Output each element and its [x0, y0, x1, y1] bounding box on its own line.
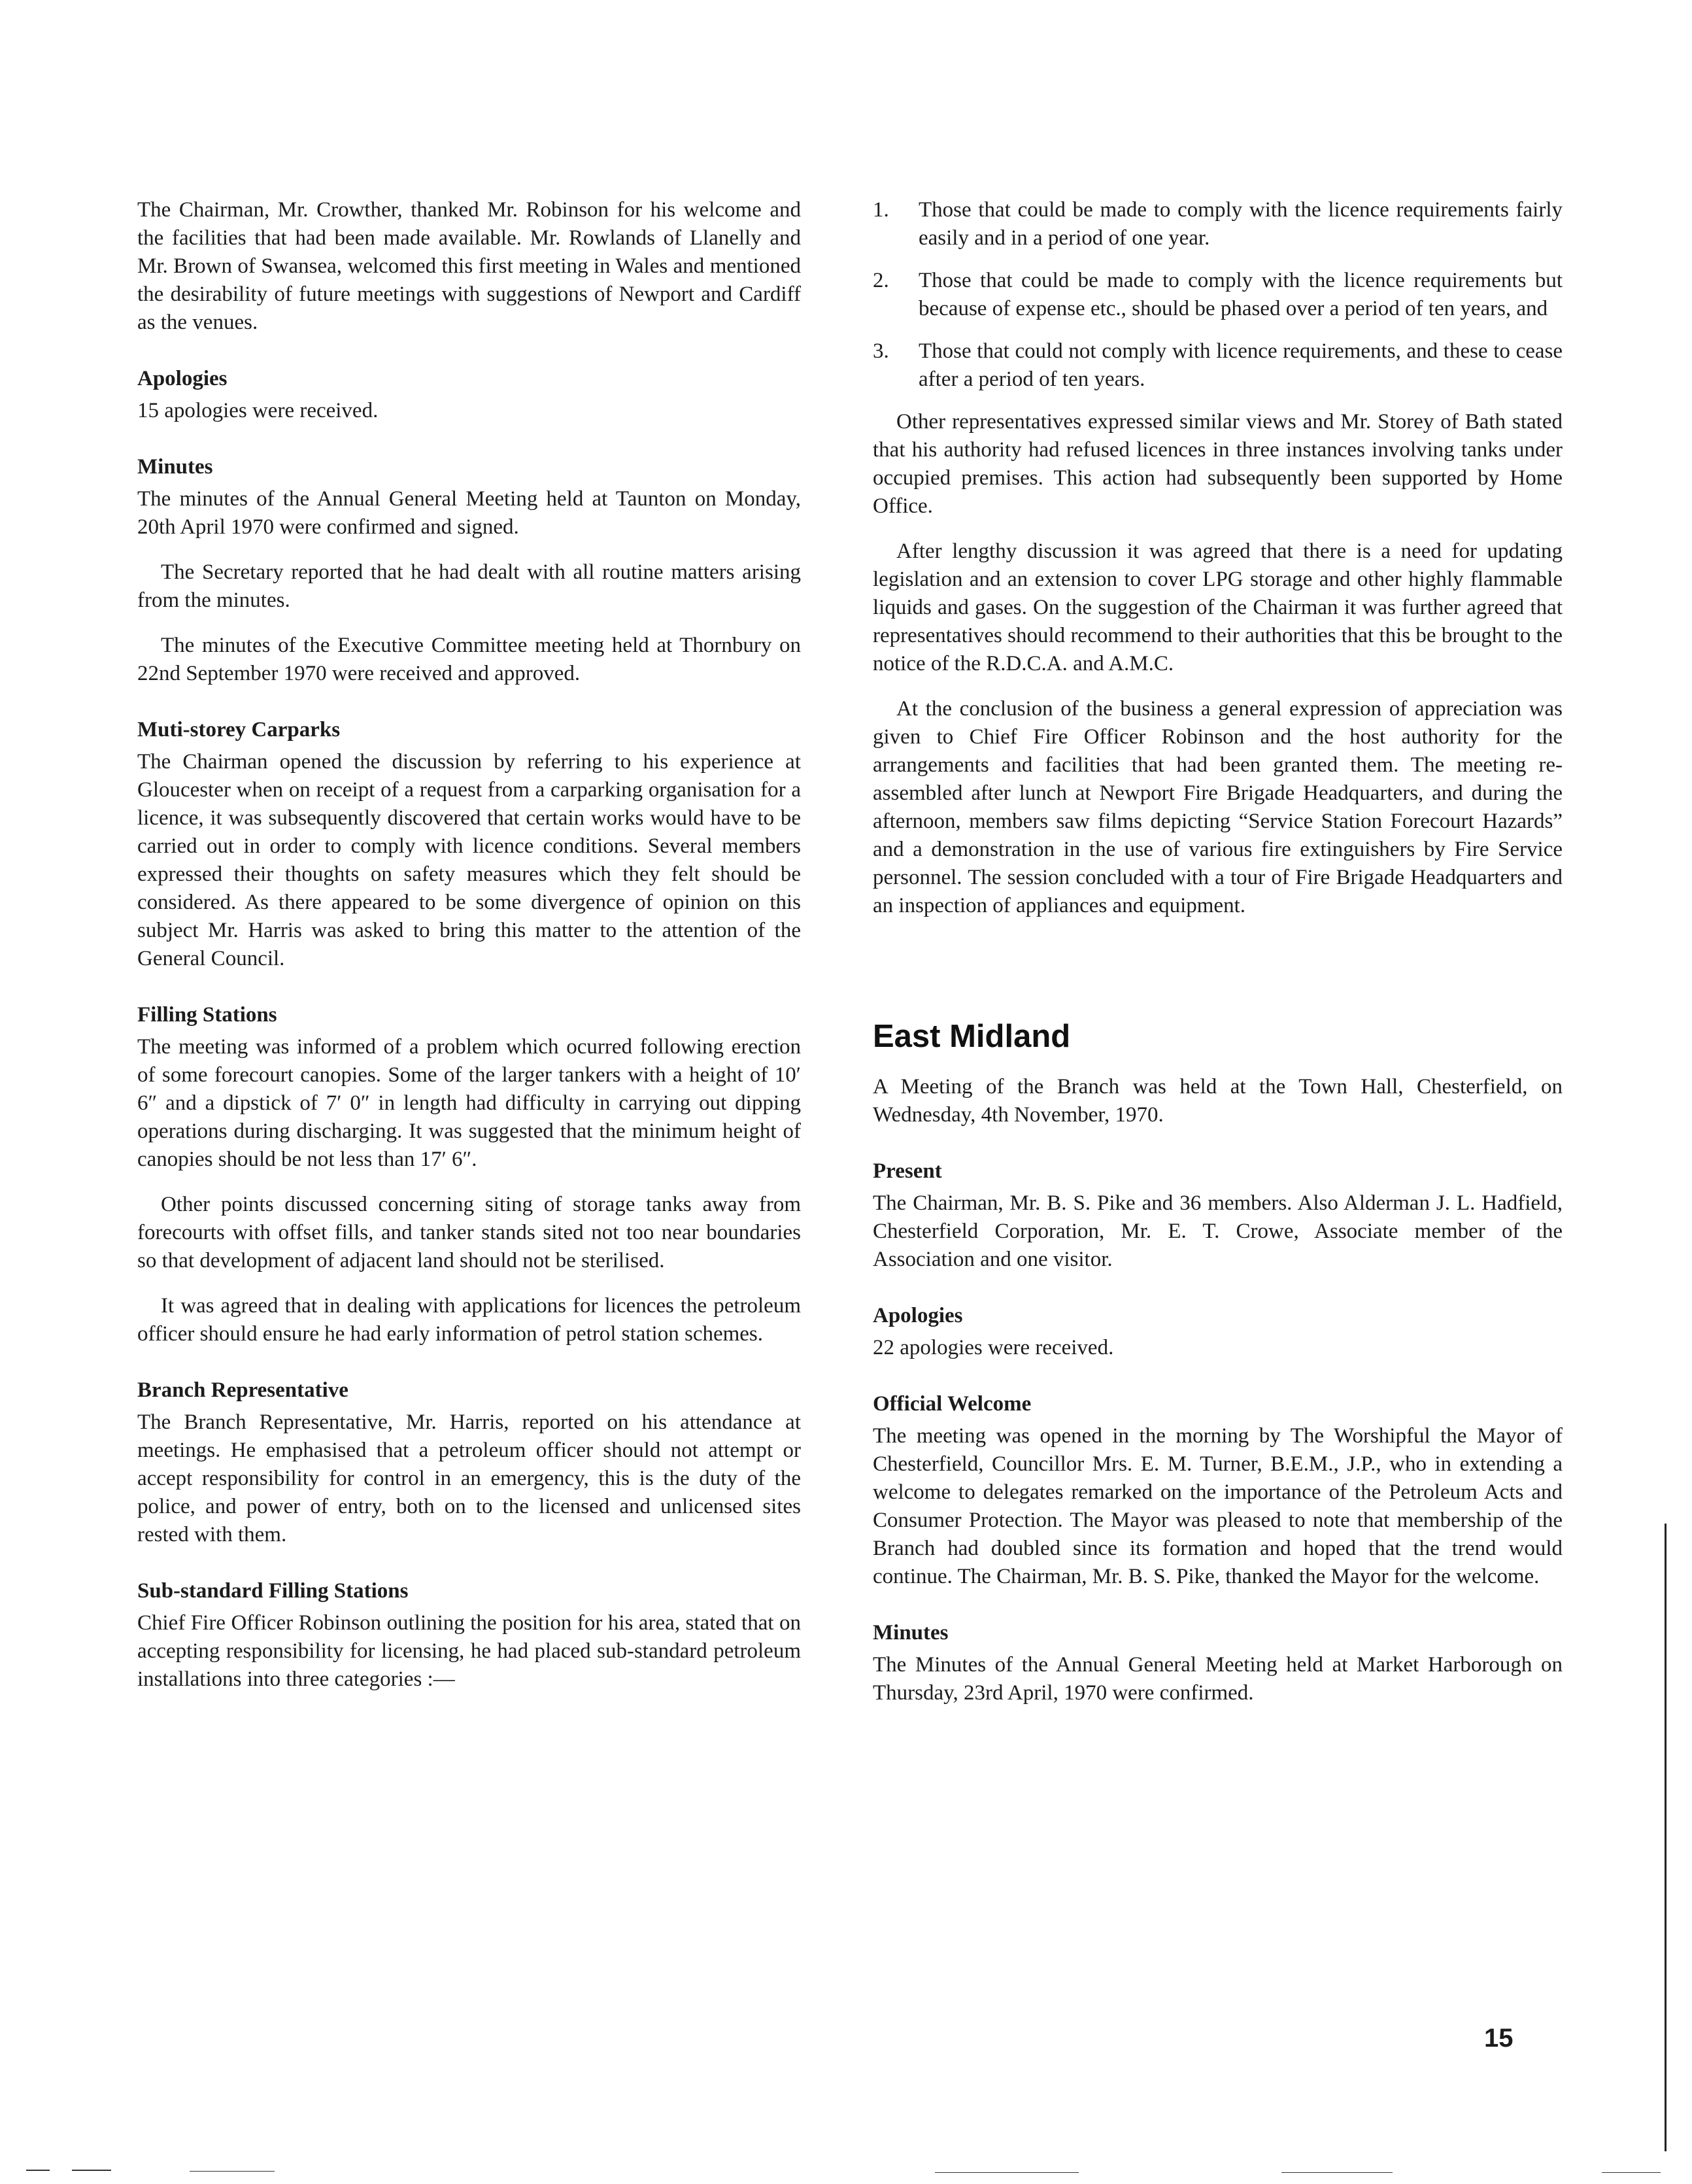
east-midland-heading: East Midland — [873, 1019, 1071, 1054]
substandard-heading: Sub-standard Filling Stations — [137, 1579, 409, 1603]
apologies-text: 15 apologies were received. — [137, 399, 379, 422]
carparks-heading: Muti-storey Carparks — [137, 718, 341, 742]
present-text: The Chairman, Mr. B. S. Pike and 36 members. Also Alderman J. L. Hadfield, Chesterfield Corporation, Mr. E. T. Crowe, Associate member of the Association and one visitor. — [873, 1191, 1563, 1271]
east-midland-minutes-heading: Minutes — [873, 1621, 949, 1645]
filling-stations-heading: Filling Stations — [137, 1003, 277, 1027]
scan-spine-line — [1665, 1524, 1667, 2151]
list-item-text: Those that could be made to comply with the licence requirements but because of expense etc., should be phased over a period of ten years, and — [919, 269, 1563, 320]
list-item-text: Those that could be made to comply with the licence requirements fairly easily and in a period of one year. — [919, 198, 1563, 250]
east-midland-minutes-text: The Minutes of the Annual General Meeting held at Market Harborough on Thursday, 23rd April, 1970 were confirmed. — [873, 1653, 1563, 1705]
filling-stations-paragraph-2: Other points discussed concerning siting of storage tanks away from forecourts with offset fills, and tanker stands sited not too near boundaries so that development of adjacent land should not be sterilised. — [137, 1193, 801, 1272]
page-number: 15 — [1484, 2024, 1514, 2053]
other-representatives-paragraph: Other representatives expressed similar views and Mr. Storey of Bath stated that his authority had refused licences in three instances involving tanks under occupied premises. This action had subsequently been supported by Home Office. — [873, 410, 1563, 518]
scan-mark — [1602, 2172, 1661, 2173]
left-column — [137, 196, 801, 1711]
right-column — [873, 196, 1563, 1724]
minutes-heading: Minutes — [137, 455, 213, 479]
substandard-text: Chief Fire Officer Robinson outlining the position for his area, stated that on accepting responsibility for licensing, he had placed sub-standard petroleum installations into three categories :— — [137, 1611, 801, 1691]
scan-mark — [935, 2172, 1079, 2173]
apologies-heading: Apologies — [137, 367, 228, 390]
filling-stations-paragraph-1: The meeting was informed of a problem which ocurred following erection of some forecourt canopies. Some of the larger tankers with a height of 10′ 6″ and a dipstick of 7′ 0″ in length had difficulty in carrying out dipping operations during discharging. It was suggested that the minimum height of canopies should be not less than 17′ 6″. — [137, 1035, 801, 1171]
carparks-text: The Chairman opened the discussion by referring to his experience at Gloucester when on receipt of a request from a carparking organisation for a licence, it was subsequently discovered that certain works would have to be carried out in order to comply with licence conditions. Several members expressed their thoughts on safety measures which they felt should be considered. As there appeared to be some divergence of opinion on this subject Mr. Harris was asked to bring this matter to the attention of the General Council. — [137, 750, 801, 970]
conclusion-paragraph: At the conclusion of the business a general expression of appreciation was given to Chief Fire Officer Robinson and the host authority for the arrangements and facilities that had been granted them. The meeting re-assembled after lunch at Newport Fire Brigade Headquarters, and during the afternoon, members saw films depicting “Service Station Forecourt Hazards” and a demonstration in the use of various fire extinguishers by Fire Service personnel. The session concluded with a tour of Fire Brigade Headquarters and an inspection of appliances and equipment. — [873, 697, 1563, 917]
intro-paragraph: The Chairman, Mr. Crowther, thanked Mr. Robinson for his welcome and the facilities that had been made available. Mr. Rowlands of Llanelly and Mr. Brown of Swansea, welcomed this first meeting in Wales and mentioned the desirability of future meetings with suggestions of Newport and Cardiff as the venues. — [137, 198, 801, 334]
list-item-number: 3. — [873, 339, 889, 363]
categories-list — [873, 196, 1563, 394]
scan-mark — [26, 2170, 50, 2171]
list-item — [873, 196, 1563, 252]
official-welcome-heading: Official Welcome — [873, 1392, 1032, 1416]
minutes-paragraph-3: The minutes of the Executive Committee meeting held at Thornbury on 22nd September 1970 were received and approved. — [137, 634, 801, 685]
east-midland-apologies-text: 22 apologies were received. — [873, 1336, 1114, 1359]
official-welcome-text: The meeting was opened in the morning by The Worshipful the Mayor of Chesterfield, Councillor Mrs. E. M. Turner, B.E.M., J.P., who in extending a welcome to delegates remarked on the importance of the Petroleum Acts and Consumer Protection. The Mayor was pleased to note that membership of the Branch had doubled since its formation and hoped that the trend would continue. The Chairman, Mr. B. S. Pike, thanked the Mayor for the welcome. — [873, 1424, 1563, 1588]
scan-mark — [190, 2171, 275, 2172]
branch-representative-text: The Branch Representative, Mr. Harris, reported on his attendance at meetings. He emphasised that a petroleum officer should not attempt or accept responsibility for control in an emergency, this is the duty of the police, and power of entry, both on to the licensed and unlicensed sites rested with them. — [137, 1410, 801, 1546]
minutes-paragraph-1: The minutes of the Annual General Meeting held at Taunton on Monday, 20th April 1970 were confirmed and signed. — [137, 487, 801, 539]
east-midland-intro: A Meeting of the Branch was held at the Town Hall, Chesterfield, on Wednesday, 4th November, 1970. — [873, 1075, 1563, 1127]
minutes-paragraph-2: The Secretary reported that he had dealt with all routine matters arising from the minutes. — [137, 560, 801, 612]
list-item — [873, 267, 1563, 323]
present-heading: Present — [873, 1159, 942, 1183]
branch-representative-heading: Branch Representative — [137, 1378, 348, 1402]
scan-mark — [1281, 2172, 1393, 2173]
list-item-number: 2. — [873, 269, 889, 292]
list-item-number: 1. — [873, 198, 889, 222]
list-item-text: Those that could not comply with licence requirements, and these to cease after a period of ten years. — [919, 339, 1563, 391]
discussion-paragraph: After lengthy discussion it was agreed that there is a need for updating legislation and an extension to cover LPG storage and other highly flammable liquids and gases. On the suggestion of the Chairman it was further agreed that representatives should recommend to their authorities that this be brought to the notice of the R.D.C.A. and A.M.C. — [873, 539, 1563, 675]
scan-mark — [72, 2170, 111, 2171]
filling-stations-paragraph-3: It was agreed that in dealing with applications for licences the petroleum officer should ensure he had early information of petrol station schemes. — [137, 1294, 801, 1346]
list-item — [873, 337, 1563, 394]
east-midland-apologies-heading: Apologies — [873, 1304, 963, 1327]
